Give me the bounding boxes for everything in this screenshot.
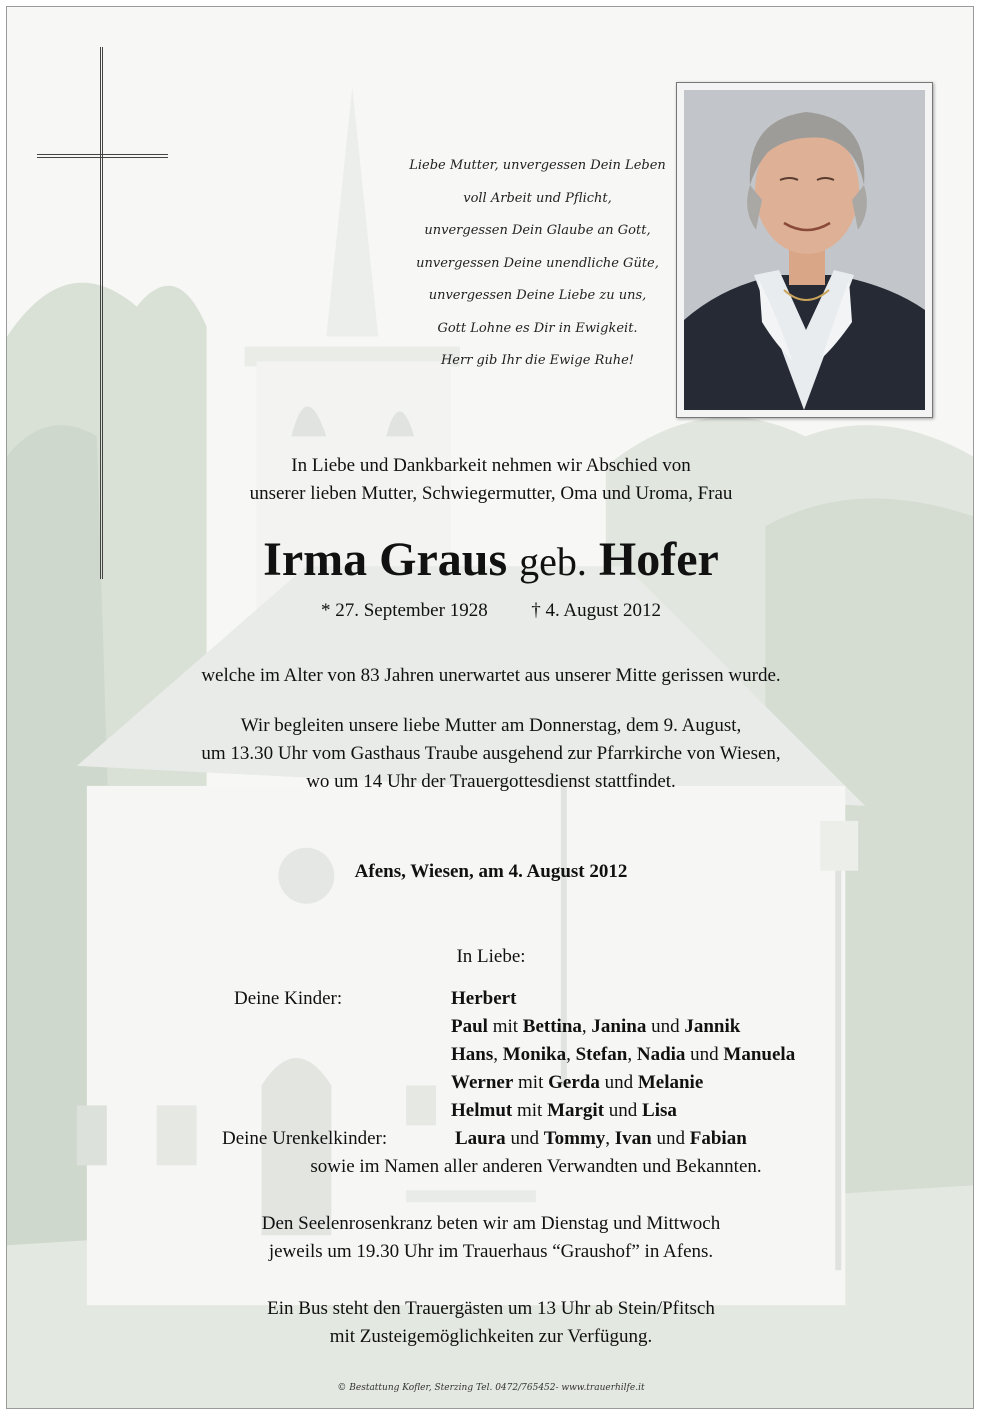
footer-credit: © Bestattung Kofler, Sterzing Tel. 0472/765452- www.trauerhilfe.it <box>337 1383 645 1393</box>
connector: mit <box>516 1100 543 1121</box>
connector: , <box>605 1128 611 1149</box>
connector: , <box>493 1044 498 1065</box>
family-member: Helmut <box>451 1100 513 1121</box>
place-date: Afens, Wiesen, am 4. August 2012 <box>354 861 628 882</box>
connector: , <box>581 1016 587 1037</box>
bus-text <box>0 1295 982 1351</box>
family-member: Manuela <box>723 1044 796 1065</box>
family-member: Janina <box>591 1016 647 1037</box>
portrait-photo <box>676 82 933 418</box>
life-dates <box>0 600 982 622</box>
bus-line: Ein Bus steht den Trauergästen um 13 Uhr ab Stein/Pfitsch <box>267 1298 715 1319</box>
rosary-text <box>0 1210 982 1266</box>
bus-line: mit Zusteigemöglichkeiten zur Verfügung. <box>329 1326 653 1347</box>
cross-horizontal-bar <box>37 154 168 158</box>
family-member: Ivan <box>614 1128 652 1149</box>
poem-line: unvergessen Dein Glaube an Gott, <box>424 223 651 238</box>
name-geb: geb. <box>519 539 587 584</box>
birth-date: * 27. September 1928 <box>320 600 488 621</box>
family-member: Stefan <box>575 1044 628 1065</box>
family-member: Nadia <box>636 1044 686 1065</box>
deceased-name <box>0 530 982 592</box>
urenkel-label: Deine Urenkelkinder: <box>222 1128 388 1149</box>
relatives-line: sowie im Namen aller anderen Verwandten und Bekannten. <box>310 1156 762 1177</box>
family-member: Gerda <box>548 1072 600 1093</box>
connector: , <box>627 1044 633 1065</box>
funeral-line: Wir begleiten unsere liebe Mutter am Donnerstag, dem 9. August, <box>240 715 742 736</box>
funeral-line: wo um 14 Uhr der Trauergottesdienst stattfindet. <box>306 771 676 792</box>
poem-line: voll Arbeit und Pflicht, <box>463 190 612 206</box>
intro-text <box>0 452 982 508</box>
connector: mit <box>492 1016 519 1037</box>
connector: , <box>566 1044 571 1065</box>
family-row <box>451 1041 795 1069</box>
family-member: Paul <box>451 1016 488 1037</box>
family-member: Tommy <box>543 1128 606 1149</box>
family-member: Monika <box>502 1044 567 1065</box>
death-date: † 4. August 2012 <box>531 600 662 621</box>
intro-line: unserer lieben Mutter, Schwiegermutter, Oma und Uroma, Frau <box>249 483 733 504</box>
family-row <box>451 1069 703 1097</box>
family-member: Lisa <box>642 1100 677 1121</box>
in-liebe-heading: In Liebe: <box>456 946 526 967</box>
memorial-poem <box>405 150 670 378</box>
connector: und <box>604 1072 634 1093</box>
connector: und <box>690 1044 719 1065</box>
family-member: Fabian <box>689 1128 747 1149</box>
rosary-line: jeweils um 19.30 Uhr im Trauerhaus “Graushof” in Afens. <box>268 1241 714 1262</box>
poem-line: unvergessen Deine unendliche Güte, <box>416 255 659 271</box>
connector: und <box>510 1128 539 1149</box>
kinder-label: Deine Kinder: <box>234 988 343 1009</box>
family-member: Herbert <box>451 988 517 1009</box>
family-member: Hans <box>451 1044 494 1065</box>
name-first: Irma Graus <box>263 533 508 586</box>
family-member: Laura <box>455 1128 506 1149</box>
age-line: welche im Alter von 83 Jahren unerwartet aus unserer Mitte gerissen wurde. <box>201 665 781 686</box>
family-member: Bettina <box>522 1016 582 1037</box>
rosary-line: Den Seelenrosenkranz beten wir am Dienstag und Mittwoch <box>261 1213 721 1234</box>
portrait-image <box>684 90 925 410</box>
funeral-text <box>0 712 982 796</box>
family-member: Werner <box>451 1072 514 1093</box>
family-row <box>451 1013 740 1041</box>
family-member: Melanie <box>637 1072 704 1093</box>
poem-line: Liebe Mutter, unvergessen Dein Leben <box>409 158 666 173</box>
poem-line: Gott Lohne es Dir in Ewigkeit. <box>437 320 638 336</box>
family-row <box>455 1125 747 1153</box>
poem-line: Herr gib Ihr die Ewige Ruhe! <box>440 353 635 368</box>
funeral-line: um 13.30 Uhr vom Gasthaus Traube ausgehend zur Pfarrkirche von Wiesen, <box>201 743 781 764</box>
family-row <box>451 1097 677 1125</box>
connector: und <box>651 1016 680 1037</box>
connector: und <box>656 1128 685 1149</box>
connector: und <box>608 1100 638 1121</box>
family-member: Jannik <box>684 1016 741 1037</box>
intro-line: In Liebe und Dankbarkeit nehmen wir Abschied von <box>291 455 691 476</box>
name-maiden: Hofer <box>598 533 719 586</box>
poem-line: unvergessen Deine Liebe zu uns, <box>428 288 647 303</box>
family-member: Margit <box>547 1100 605 1121</box>
connector: mit <box>518 1072 544 1093</box>
